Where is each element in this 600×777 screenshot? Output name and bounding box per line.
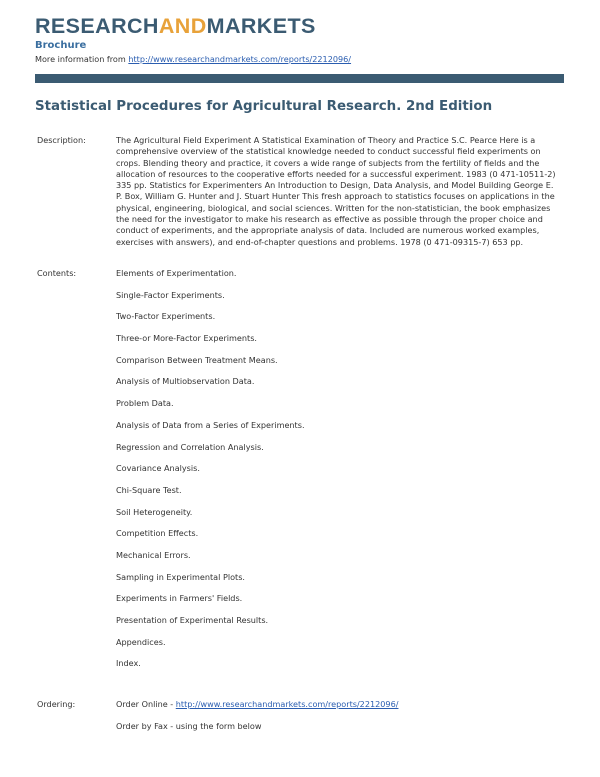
contents-item: Regression and Correlation Analysis. [116,441,264,452]
brochure-label: Brochure [35,40,87,51]
contents-item: Sampling in Experimental Plots. [116,571,245,582]
contents-item: Index. [116,658,141,669]
page-title: Statistical Procedures for Agricultural Research. 2nd Edition [35,99,493,114]
logo-research: RESEARCH [35,14,159,38]
contents-label: Contents: [37,268,77,278]
more-info-link[interactable]: http://www.researchandmarkets.com/reports/2212096/ [128,54,352,64]
more-info-line [35,54,351,65]
contents-item: Problem Data. [116,398,174,409]
header-divider-bar [35,74,564,83]
contents-item: Three-or More-Factor Experiments. [116,333,257,344]
contents-item: Competition Effects. [116,528,199,539]
contents-item: Comparison Between Treatment Means. [116,354,278,365]
more-info-label: More information from [35,54,126,64]
contents-item: Two-Factor Experiments. [116,311,216,322]
description-label: Description: [37,135,86,145]
contents-item: Presentation of Experimental Results. [116,615,269,625]
contents-item: Mechanical Errors. [116,549,191,560]
logo-and: AND [158,14,207,38]
ordering-section [116,699,398,742]
order-online-label: Order Online - [116,699,174,709]
contents-item: Analysis of Data from a Series of Experiments. [116,419,305,430]
ordering-label: Ordering: [37,699,76,709]
order-fax-line: Order by Fax - using the form below [116,720,262,731]
order-online-line [116,699,398,721]
contents-item: Appendices. [116,636,166,647]
description-text: The Agricultural Field Experiment A Statistical Examination of Theory and Practice S.C. Pearce Here is a comprehensive overview of the statistical knowledge needed to conduct successful field experiments on crops. Blending theory and practice, it covers a wide range of subjects from the fertility of fields and the allocation of resources to the cooperative efforts needed for a successful experiment. 1983 (0 471-10511-2) 335 pp. Statistics for Experimenters An Introduction to Design, Data Analysis, and Model Building George E. P. Box, William G. Hunter and J. Stuart Hunter This fresh approach to statistics focuses on applications in the physical, engineering, biological, and social sciences. Written for the non-statistician, the book emphasizes the need for the investigator to make his research as effective as possible through the proper choice and conduct of experiments, and the appropriate analysis of data. Included are numerous worked examples, exercises with answers), and end-of-chapter questions and problems. 1978 (0 471-09315-7) 653 pp. [116,135,556,247]
contents-item: Covariance Analysis. [116,463,200,474]
contents-item: Single-Factor Experiments. [116,289,225,300]
contents-item: Chi-Square Test. [116,484,182,495]
contents-list [116,268,305,680]
contents-item: Analysis of Multiobservation Data. [116,376,255,387]
logo [35,14,316,38]
contents-item: Experiments in Farmers' Fields. [116,593,243,604]
contents-item: Soil Heterogeneity. [116,506,193,517]
order-online-link[interactable]: http://www.researchandmarkets.com/reports/2212096/ [175,699,399,709]
logo-markets: MARKETS [206,14,316,38]
contents-item: Elements of Experimentation. [116,268,237,278]
